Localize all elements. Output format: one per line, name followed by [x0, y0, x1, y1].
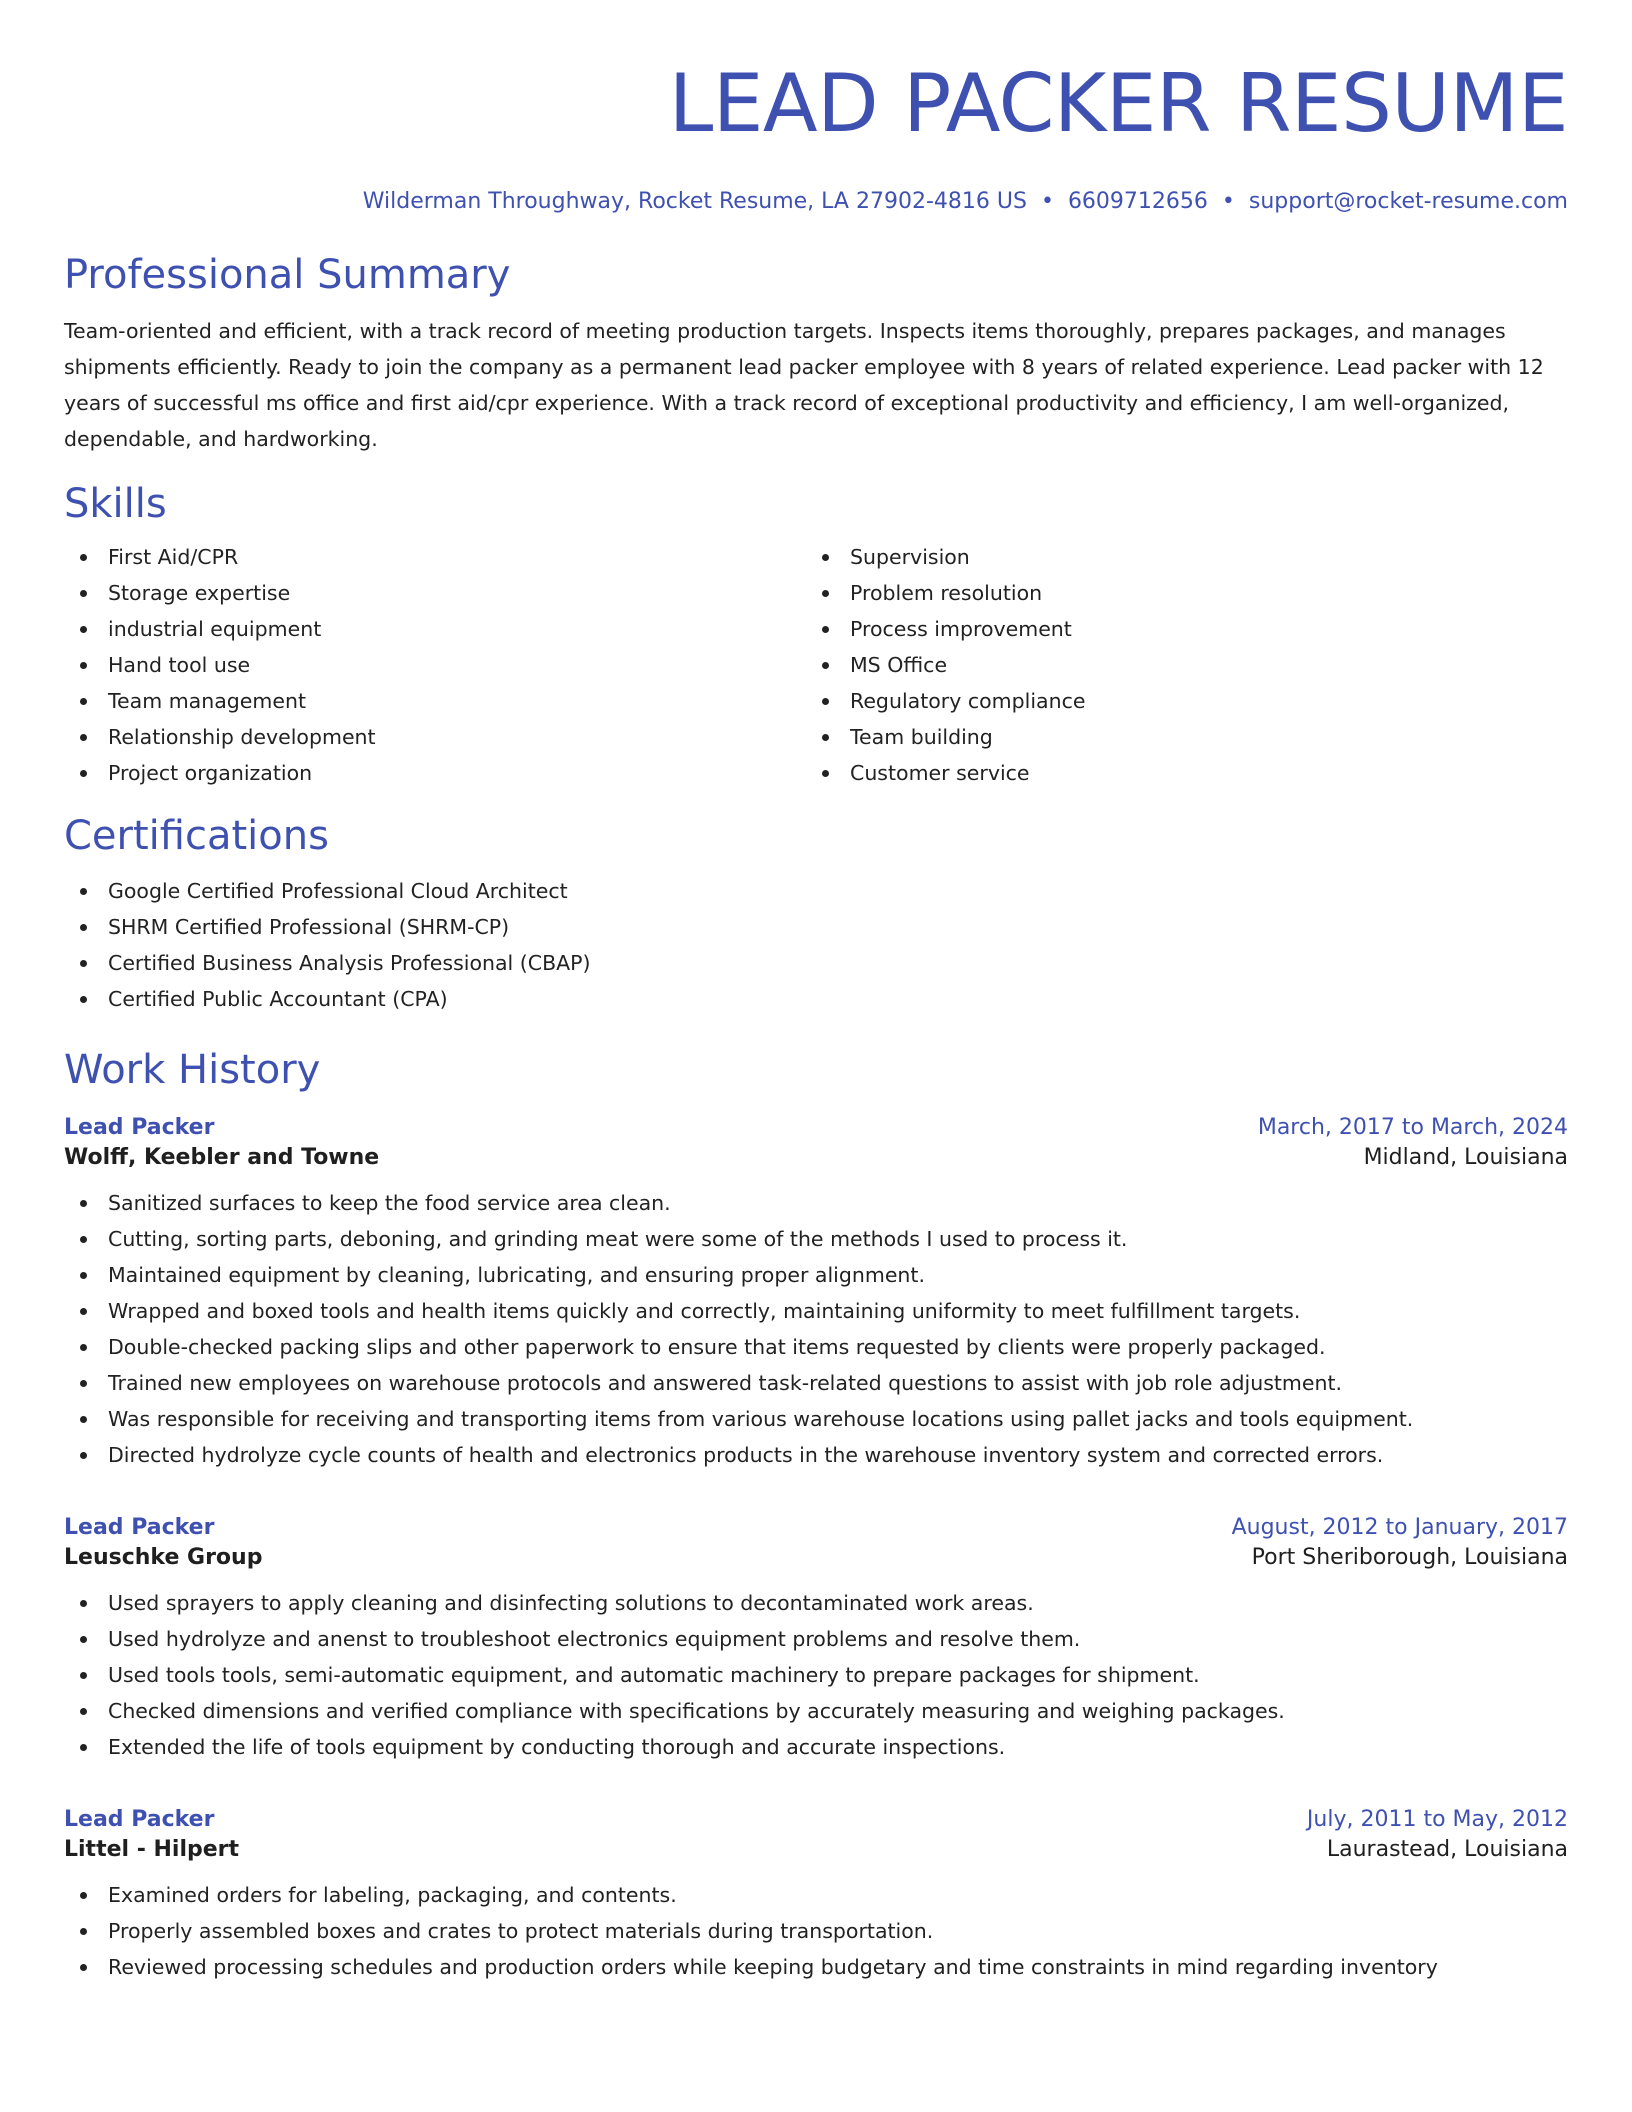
certifications-list: [64, 873, 1568, 1017]
job-dates: March, 2017 to March, 2024: [1257, 1115, 1568, 1140]
job-duty-item: Extended the life of tools equipment by conducting thorough and accurate inspections.: [64, 1729, 1568, 1765]
job-duty-item: Sanitized surfaces to keep the food service area clean.: [64, 1185, 1568, 1221]
job-company-row: [64, 1143, 1568, 1173]
contact-separator: •: [1221, 189, 1235, 214]
job-header-row: [64, 1113, 1568, 1143]
job-duties-list: [64, 1877, 1568, 1985]
job-duty-item: Wrapped and boxed tools and health items quickly and correctly, maintaining uniformity to meet fulfillment targets.: [64, 1293, 1568, 1329]
job-title: Lead Packer: [64, 1115, 215, 1140]
job-duty-item: Reviewed processing schedules and production orders while keeping budgetary and time constraints in mind regarding inventory: [64, 1949, 1568, 1985]
job-duty-item: Used tools tools, semi-automatic equipment, and automatic machinery to prepare packages for shipment.: [64, 1657, 1568, 1693]
job-header-row: [64, 1513, 1568, 1543]
job-duty-item: Cutting, sorting parts, deboning, and grinding meat were some of the methods I used to process it.: [64, 1221, 1568, 1257]
skill-item: First Aid/CPR: [64, 539, 806, 575]
job-entry: [64, 1113, 1568, 1473]
skill-item: Project organization: [64, 755, 806, 791]
skills-columns: [64, 539, 1568, 791]
skill-item: Hand tool use: [64, 647, 806, 683]
job-company: Littel - Hilpert: [64, 1837, 240, 1862]
contact-line: [64, 188, 1568, 216]
job-entry: [64, 1513, 1568, 1765]
skill-item: Process improvement: [806, 611, 1548, 647]
skill-item: Relationship development: [64, 719, 806, 755]
certification-item: Certified Public Accountant (CPA): [64, 981, 1568, 1017]
skill-item: industrial equipment: [64, 611, 806, 647]
job-entry: [64, 1805, 1568, 1985]
job-duties-list: [64, 1185, 1568, 1473]
job-location: Midland, Louisiana: [1363, 1145, 1568, 1170]
job-duty-item: Trained new employees on warehouse protocols and answered task-related questions to assist with job role adjustment.: [64, 1365, 1568, 1401]
job-company-row: [64, 1835, 1568, 1865]
job-duty-item: Used hydrolyze and anenst to troubleshoot electronics equipment problems and resolve them.: [64, 1621, 1568, 1657]
job-duty-item: Used sprayers to apply cleaning and disinfecting solutions to decontaminated work areas.: [64, 1585, 1568, 1621]
job-duties-list: [64, 1585, 1568, 1765]
job-location: Port Sheriborough, Louisiana: [1251, 1545, 1568, 1570]
job-header-row: [64, 1805, 1568, 1835]
skill-item: Team building: [806, 719, 1548, 755]
job-duty-item: Maintained equipment by cleaning, lubricating, and ensuring proper alignment.: [64, 1257, 1568, 1293]
contact-address: Wilderman Throughway, Rocket Resume, LA 27902-4816 US: [362, 189, 1027, 214]
job-duty-item: Was responsible for receiving and transporting items from various warehouse locations using pallet jacks and tools equipment.: [64, 1401, 1568, 1437]
summary-text: Team-oriented and efficient, with a track record of meeting production targets. Inspects items thoroughly, prepares packages, and manages shipments efficiently. Ready to join the company as a permanent lead packer employee with 8 years of related experience. Lead packer with 12 years of successful ms office and first aid/cpr experience. With a track record of exceptional productivity and efficiency, I am well-organized, dependable, and hardworking.: [64, 319, 1544, 451]
job-dates: July, 2011 to May, 2012: [1306, 1807, 1568, 1832]
certification-item: SHRM Certified Professional (SHRM-CP): [64, 909, 1568, 945]
contact-phone: 6609712656: [1067, 189, 1208, 214]
certifications-heading: Certifications: [64, 813, 329, 859]
contact-separator: •: [1040, 189, 1054, 214]
skill-item: Team management: [64, 683, 806, 719]
resume-title: LEAD PACKER RESUME: [668, 57, 1568, 150]
skills-heading: Skills: [64, 481, 167, 527]
skill-item: Supervision: [806, 539, 1548, 575]
job-company: Wolff, Keebler and Towne: [64, 1145, 380, 1170]
skill-item: Customer service: [806, 755, 1548, 791]
job-title: Lead Packer: [64, 1515, 215, 1540]
skill-item: Problem resolution: [806, 575, 1548, 611]
certification-item: Google Certified Professional Cloud Architect: [64, 873, 1568, 909]
job-company-row: [64, 1543, 1568, 1573]
contact-email[interactable]: support@rocket-resume.com: [1248, 189, 1568, 214]
job-duty-item: Examined orders for labeling, packaging, and contents.: [64, 1877, 1568, 1913]
work-history-heading: Work History: [64, 1047, 321, 1093]
skill-item: Regulatory compliance: [806, 683, 1548, 719]
job-title: Lead Packer: [64, 1807, 215, 1832]
skill-item: Storage expertise: [64, 575, 806, 611]
summary-heading: Professional Summary: [64, 252, 511, 298]
resume-header: [64, 54, 1568, 216]
job-duty-item: Directed hydrolyze cycle counts of health and electronics products in the warehouse inventory system and corrected errors.: [64, 1437, 1568, 1473]
job-duty-item: Properly assembled boxes and crates to protect materials during transportation.: [64, 1913, 1568, 1949]
skills-list-right: [806, 539, 1548, 791]
certification-item: Certified Business Analysis Professional (CBAP): [64, 945, 1568, 981]
job-duty-item: Double-checked packing slips and other paperwork to ensure that items requested by clients were properly packaged.: [64, 1329, 1568, 1365]
job-duty-item: Checked dimensions and verified compliance with specifications by accurately measuring and weighing packages.: [64, 1693, 1568, 1729]
skills-list-left: [64, 539, 806, 791]
skill-item: MS Office: [806, 647, 1548, 683]
job-company: Leuschke Group: [64, 1545, 263, 1570]
job-dates: August, 2012 to January, 2017: [1231, 1515, 1568, 1540]
job-location: Laurastead, Louisiana: [1326, 1837, 1568, 1862]
